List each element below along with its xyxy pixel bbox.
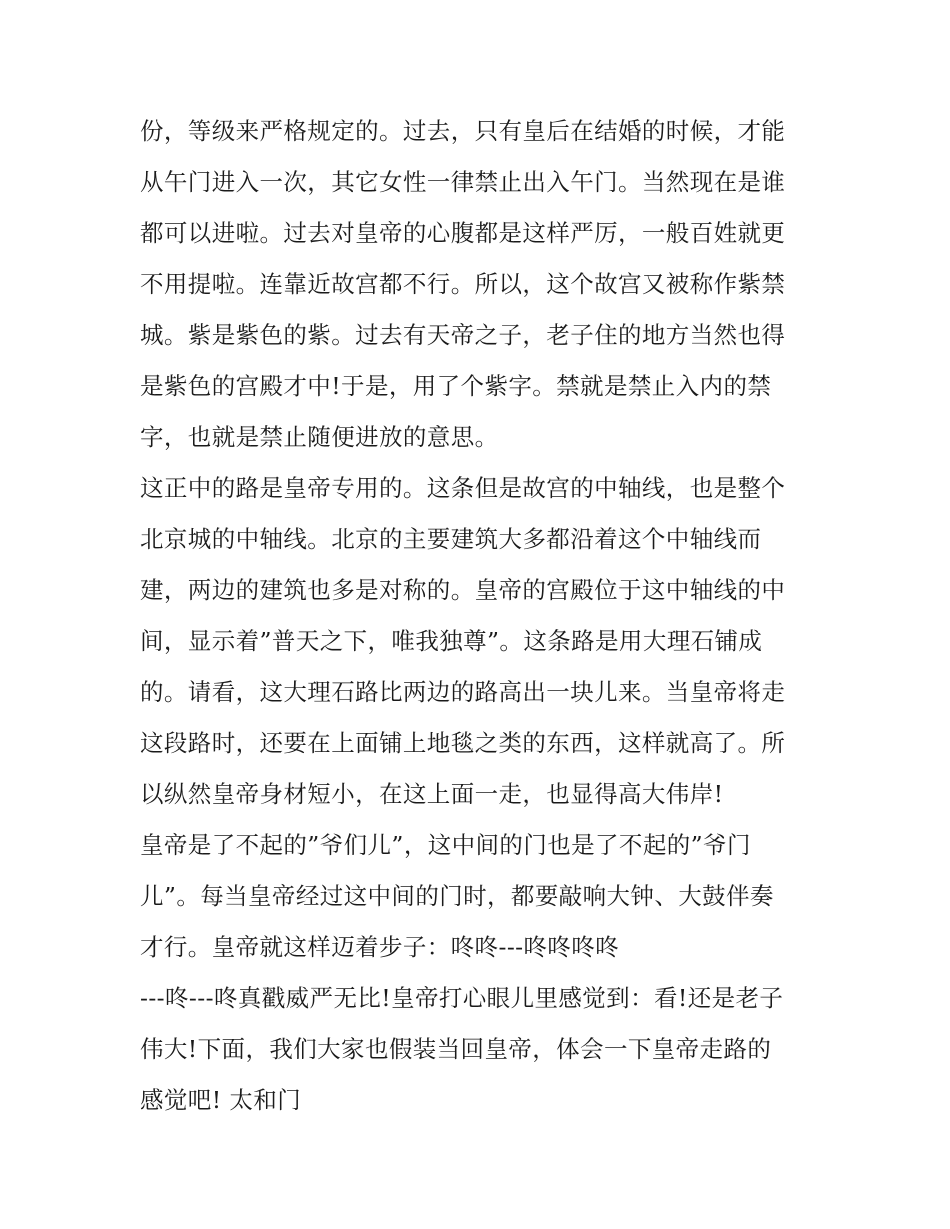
text-line: 北京城的中轴线。北京的主要建筑大多都沿着这个中轴线而 (140, 525, 762, 553)
text-line: 的。请看，这大理石路比两边的路高出一块儿来。当皇帝将走 (140, 678, 786, 706)
text-line: 是紫色的宫殿才中!于是，用了个紫字。禁就是禁止入内的禁 (140, 372, 772, 400)
text-line: 份，等级来严格规定的。过去，只有皇后在结婚的时候，才能 (140, 117, 786, 145)
text-line: 感觉吧! 太和门 (140, 1086, 302, 1114)
text-line: 城。紫是紫色的紫。过去有天帝之子，老子住的地方当然也得 (140, 321, 786, 349)
text-line: 建，两边的建筑也多是对称的。皇帝的宫殿位于这中轴线的中 (140, 576, 786, 604)
text-line: 字，也就是禁止随便进放的意思。 (140, 423, 499, 451)
text-line: ---咚---咚真戳威严无比!皇帝打心眼儿里感觉到：看!还是老子 (140, 984, 784, 1012)
text-line: 都可以进啦。过去对皇帝的心腹都是这样严厉，一般百姓就更 (140, 219, 786, 247)
text-line: 这段路时，还要在上面铺上地毯之类的东西，这样就高了。所 (140, 729, 786, 757)
text-line: 才行。皇帝就这样迈着步子：咚咚---咚咚咚咚 (140, 933, 620, 961)
body-text (140, 106, 820, 1126)
text-line: 这正中的路是皇帝专用的。这条但是故宫的中轴线，也是整个 (140, 474, 786, 502)
text-line: 不用提啦。连靠近故宫都不行。所以，这个故宫又被称作紫禁 (140, 270, 786, 298)
text-line: 伟大!下面，我们大家也假装当回皇帝，体会一下皇帝走路的 (140, 1035, 772, 1063)
text-line: 以纵然皇帝身材短小，在这上面一走，也显得高大伟岸! (140, 780, 724, 808)
text-line: 间，显示着”普天之下，唯我独尊”。这条路是用大理石铺成 (140, 627, 763, 655)
text-line: 从午门进入一次，其它女性一律禁止出入午门。当然现在是谁 (140, 168, 786, 196)
text-line: 儿”。每当皇帝经过这中间的门时，都要敲响大钟、大鼓伴奏 (140, 882, 774, 910)
text-line: 皇帝是了不起的”爷们儿”，这中间的门也是了不起的”爷门 (140, 831, 751, 859)
